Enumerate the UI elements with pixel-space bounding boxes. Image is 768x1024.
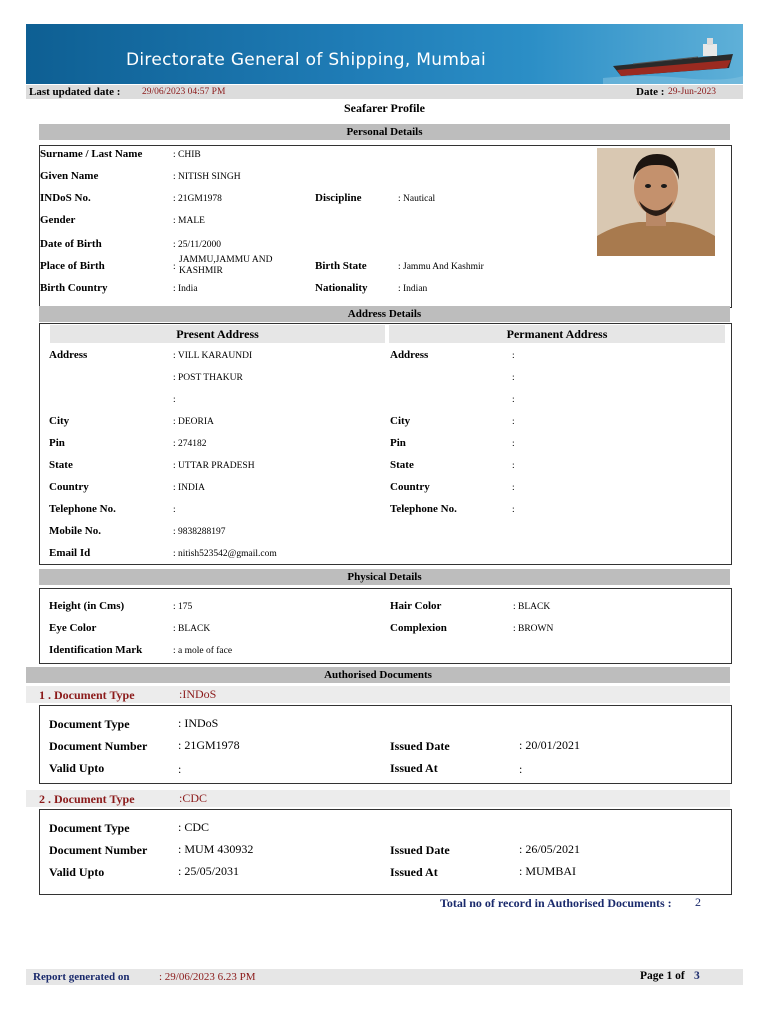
permanent-address-value-1: :	[512, 373, 515, 383]
physical-details-header: Physical Details	[39, 569, 730, 585]
footer-bar	[26, 969, 743, 985]
given-name-value: : NITISH SINGH	[173, 172, 241, 182]
permanent-address-label-0: Address	[390, 349, 429, 361]
permanent-address-value-7: :	[512, 505, 515, 515]
indos-value: : 21GM1978	[173, 194, 222, 204]
doc2-number-label: Document Number	[49, 843, 148, 857]
doc1-issued-date-label: Issued Date	[390, 739, 450, 753]
total-records-value: 2	[695, 895, 701, 909]
last-updated-label: Last updated date :	[29, 86, 121, 98]
date-value: 29-Jun-2023	[668, 87, 717, 97]
present-address-label-3: City	[49, 415, 70, 427]
dob-label: Date of Birth	[40, 238, 102, 250]
surname-value: : CHIB	[173, 150, 201, 160]
present-address-value-5: : UTTAR PRADESH	[173, 461, 255, 471]
present-address-value-8: : 9838288197	[173, 527, 226, 537]
doc2-type-value: : CDC	[178, 820, 210, 834]
page-number-label: Page 1 of	[640, 970, 685, 982]
doc2-number-value: : MUM 430932	[178, 842, 254, 856]
doc2-issued-at-value: : MUMBAI	[519, 864, 577, 878]
doc2-issued-at-label: Issued At	[390, 865, 438, 879]
gender-value: : MALE	[173, 216, 205, 226]
permanent-address-value-4: :	[512, 439, 515, 449]
report-generated-value: : 29/06/2023 6.23 PM	[159, 971, 256, 983]
permanent-address-value-6: :	[512, 483, 515, 493]
personal-details-header: Personal Details	[39, 124, 730, 140]
birth-state-value: : Jammu And Kashmir	[398, 262, 484, 272]
present-address-label-4: Pin	[49, 437, 65, 449]
person-photo-icon	[597, 148, 715, 256]
hair-color-label: Hair Color	[390, 600, 442, 612]
pob-value-line1: JAMMU,JAMMU AND	[179, 255, 273, 265]
present-address-value-2: :	[173, 395, 176, 405]
present-address-label-8: Mobile No.	[49, 525, 101, 537]
report-generated-label: Report generated on	[33, 971, 130, 983]
page-title: Seafarer Profile	[344, 101, 425, 115]
document-type-row-1-value: :INDoS	[179, 687, 217, 701]
permanent-address-value-2: :	[512, 395, 515, 405]
page-total: 3	[694, 970, 700, 982]
permanent-address-label-6: Country	[390, 481, 430, 493]
ship-image	[603, 24, 743, 84]
doc1-issued-date-value: : 20/01/2021	[519, 738, 581, 752]
height-value: : 175	[173, 602, 193, 612]
discipline-label: Discipline	[315, 192, 362, 204]
address-details-header: Address Details	[39, 306, 730, 322]
permanent-address-label-4: Pin	[390, 437, 406, 449]
dob-value: : 25/11/2000	[173, 240, 221, 250]
present-address-value-4: : 274182	[173, 439, 207, 449]
header-banner	[26, 24, 743, 84]
complexion-value: : BROWN	[513, 624, 554, 634]
address-details-box	[39, 323, 732, 565]
present-address-label-6: Country	[49, 481, 89, 493]
permanent-address-label-3: City	[390, 415, 411, 427]
doc1-issued-at-label: Issued At	[390, 761, 438, 775]
authorised-documents-header: Authorised Documents	[26, 667, 730, 683]
birth-state-label: Birth State	[315, 260, 367, 272]
permanent-address-header: Permanent Address	[389, 325, 725, 343]
present-address-value-6: : INDIA	[173, 483, 205, 493]
eye-color-value: : BLACK	[173, 624, 211, 634]
permanent-address-label-5: State	[390, 459, 414, 471]
doc1-type-label: Document Type	[49, 717, 130, 731]
present-address-label-9: Email Id	[49, 547, 91, 559]
present-address-label-0: Address	[49, 349, 88, 361]
present-address-value-3: : DEORIA	[173, 417, 214, 427]
permanent-address-label-7: Telephone No.	[390, 503, 457, 515]
document-type-row-2-value: :CDC	[179, 791, 208, 805]
eye-color-label: Eye Color	[49, 622, 97, 634]
nationality-value: : Indian	[398, 284, 428, 294]
pob-colon: :	[173, 262, 176, 272]
present-address-value-7: :	[173, 505, 176, 515]
doc1-issued-at-value: :	[519, 762, 523, 776]
hair-color-value: : BLACK	[513, 602, 551, 612]
permanent-address-value-3: :	[512, 417, 515, 427]
birth-country-label: Birth Country	[40, 282, 108, 294]
present-address-label-7: Telephone No.	[49, 503, 116, 515]
doc1-valid-value: :	[178, 762, 182, 776]
last-updated-value: 29/06/2023 04:57 PM	[142, 87, 226, 97]
doc1-number-value: : 21GM1978	[178, 738, 240, 752]
discipline-value: : Nautical	[398, 194, 436, 204]
present-address-value-0: : VILL KARAUNDI	[173, 351, 253, 361]
nationality-label: Nationality	[315, 282, 368, 294]
doc1-number-label: Document Number	[49, 739, 148, 753]
doc1-type-value: : INDoS	[178, 716, 219, 730]
present-address-label-5: State	[49, 459, 73, 471]
birth-country-value: : India	[173, 284, 198, 294]
pob-value-line2: KASHMIR	[179, 266, 223, 276]
doc2-type-label: Document Type	[49, 821, 130, 835]
seafarer-photo	[597, 148, 715, 256]
doc2-valid-value: : 25/05/2031	[178, 864, 240, 878]
banner-title: Directorate General of Shipping, Mumbai	[126, 50, 487, 70]
document-type-row-2-label: 2 . Document Type	[39, 792, 135, 806]
date-label: Date :	[636, 86, 665, 98]
complexion-label: Complexion	[390, 622, 447, 634]
pob-label: Place of Birth	[40, 260, 105, 272]
doc2-valid-label: Valid Upto	[49, 865, 105, 879]
doc2-issued-date-value: : 26/05/2021	[519, 842, 581, 856]
height-label: Height (in Cms)	[49, 600, 125, 612]
given-name-label: Given Name	[40, 170, 99, 182]
document-type-row-1-label: 1 . Document Type	[39, 688, 135, 702]
total-records-label: Total no of record in Authorised Documents :	[440, 896, 672, 910]
permanent-address-value-5: :	[512, 461, 515, 471]
present-address-value-1: : POST THAKUR	[173, 373, 243, 383]
identification-mark-label: Identification Mark	[49, 644, 143, 656]
present-address-value-9: : nitish523542@gmail.com	[173, 549, 277, 559]
physical-details-box	[39, 588, 732, 664]
present-address-header: Present Address	[50, 325, 385, 343]
permanent-address-value-0: :	[512, 351, 515, 361]
doc1-valid-label: Valid Upto	[49, 761, 105, 775]
indos-label: INDoS No.	[40, 192, 91, 204]
gender-label: Gender	[40, 214, 76, 226]
identification-mark-value: : a mole of face	[173, 646, 233, 656]
doc2-issued-date-label: Issued Date	[390, 843, 450, 857]
surname-label: Surname / Last Name	[40, 148, 143, 160]
